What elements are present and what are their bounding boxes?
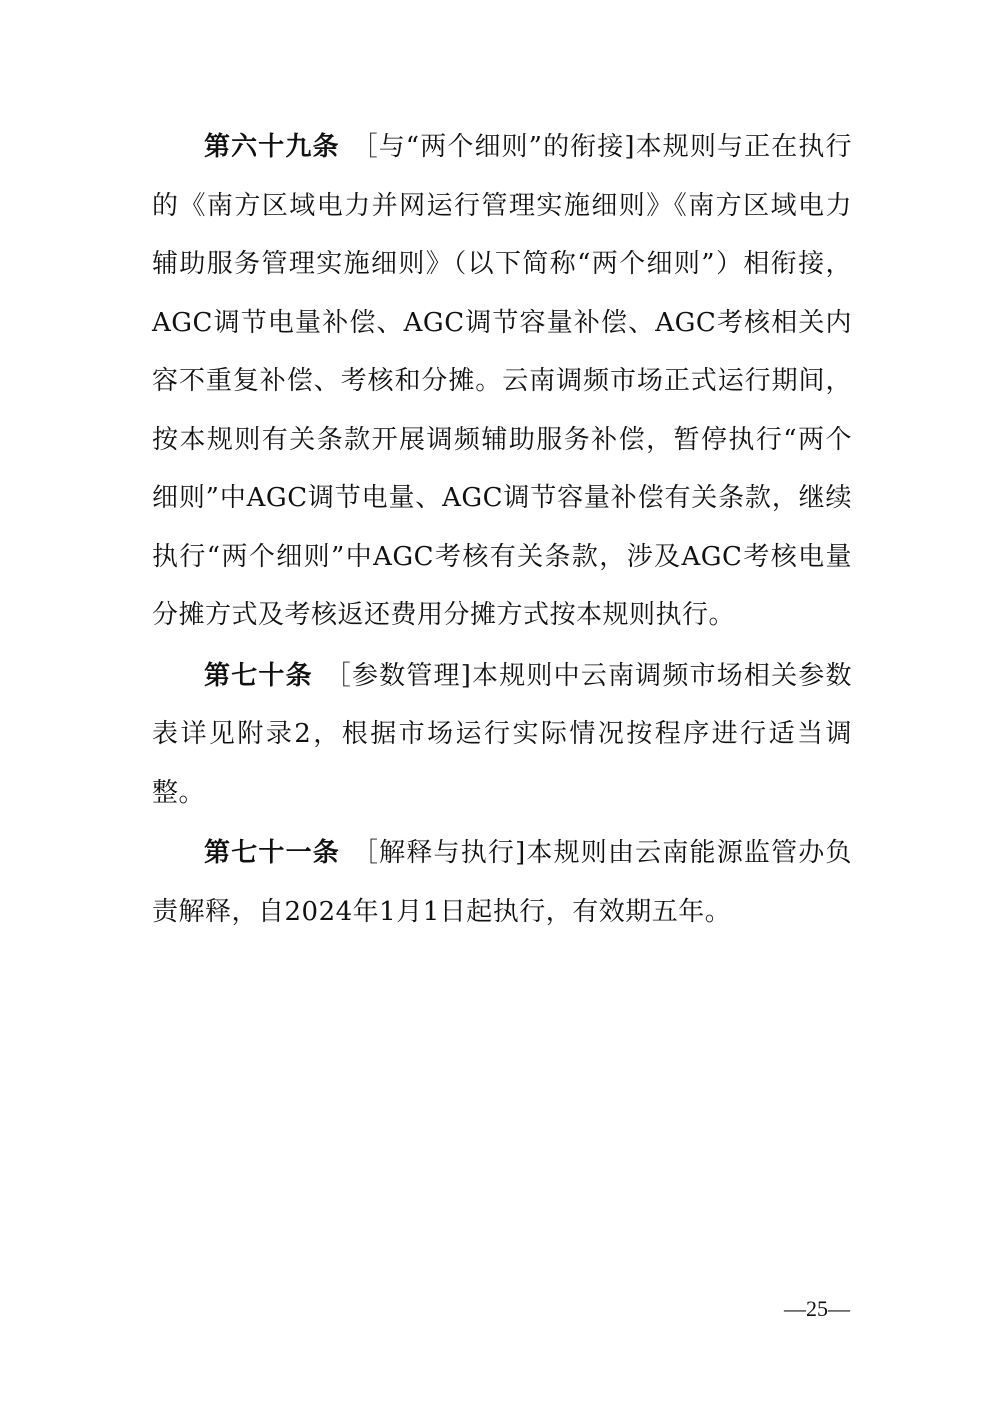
- article-number: 第七十条: [204, 660, 313, 691]
- article-number: 第六十九条: [204, 132, 340, 162]
- page-number: —25—: [784, 1296, 850, 1321]
- article-number: 第七十一条: [204, 838, 340, 868]
- article-69: [152, 118, 852, 645]
- document-body: [152, 118, 852, 943]
- article-body: ［与“两个细则”的衔接]本规则与正在执行的《南方区域电力并网运行管理实施细则》《南方区域电力辅助服务管理实施细则》（以下简称“两个细则”）相衔接，AGC调节电量补偿、AGC调节容量补偿、AGC考核相关内容不重复补偿、考核和分摊。云南调频市场正式运行期间，按本规则有关条款开展调频辅助服务补偿，暂停执行“两个细则”中AGC调节电量、AGC调节容量补偿有关条款，继续执行“两个细则”中AGC考核有关条款，涉及AGC考核电量分摊方式及考核返还费用分摊方式按本规则执行。: [152, 132, 852, 630]
- article-body: ［解释与执行]本规则由云南能源监管办负责解释，自2024年1月1日起执行，有效期五年。: [152, 838, 852, 927]
- article-71: [152, 824, 852, 941]
- article-body: ［参数管理]本规则中云南调频市场相关参数表详见附录2，根据市场运行实际情况按程序进行适当调整。: [152, 660, 852, 808]
- article-70: [152, 647, 852, 823]
